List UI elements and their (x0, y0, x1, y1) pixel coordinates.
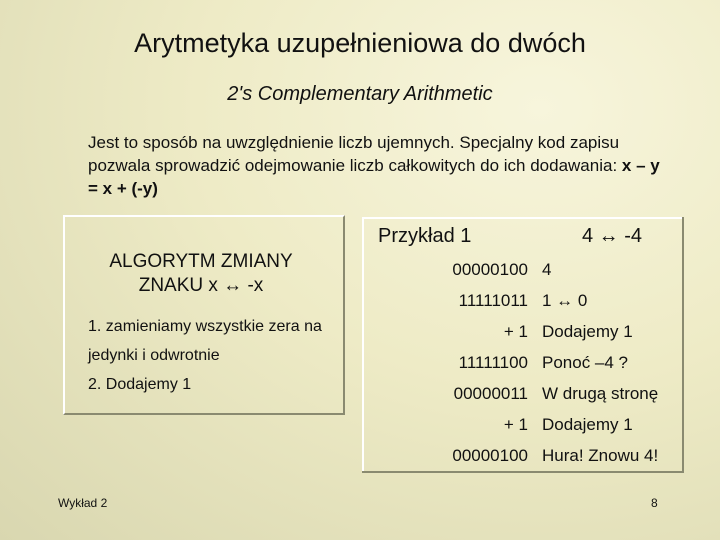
binary-value: 00000011 (453, 383, 528, 403)
step-note: W drugą stronę (542, 383, 659, 403)
table-row (363, 316, 683, 347)
example-header-left: Przykład 1 (378, 225, 472, 247)
slide-title: Arytmetyka uzupełnieniowa do dwóch (134, 28, 586, 58)
footer-lecture: Wykład 2 (58, 496, 108, 510)
algorithm-step-2: 2. Dodajemy 1 (88, 376, 192, 393)
page-number: 8 (651, 496, 658, 510)
table-row (363, 347, 683, 378)
step-note: Ponoć –4 ? (542, 352, 629, 372)
example-header-row (363, 218, 683, 254)
step-note: Dodajemy 1 (542, 321, 633, 341)
step-note: 1 ↔ 0 (542, 290, 588, 310)
table-row (363, 378, 683, 409)
intro-paragraph (88, 131, 668, 200)
table-row (363, 254, 683, 285)
step-note: 4 (542, 259, 552, 279)
step-note: Hura! Znowu 4! (542, 445, 659, 465)
table-row (363, 409, 683, 440)
algorithm-title (63, 250, 339, 298)
binary-value: 00000100 (452, 259, 528, 279)
table-row (363, 285, 683, 316)
example-table (362, 217, 684, 473)
intro-text: Jest to sposób na uwzględnienie liczb ujemnych. Specjalny kod zapisu pozwala sprowadzić odejmowanie liczb całkowitych do ich dodawania: (88, 133, 622, 175)
binary-value: 11111011 (458, 290, 528, 310)
binary-value: 00000100 (452, 445, 528, 465)
binary-value: 11111100 (458, 352, 528, 372)
step-note: Dodajemy 1 (542, 414, 633, 434)
table-row (363, 440, 683, 472)
algorithm-title-line2: ZNAKU x ↔ -x (138, 275, 264, 296)
algorithm-title-line1: ALGORYTM ZMIANY (109, 251, 293, 272)
slide-subtitle: 2's Complementary Arithmetic (227, 83, 493, 105)
algorithm-steps (88, 312, 338, 399)
binary-value: + 1 (503, 414, 528, 434)
algorithm-step-1: 1. zamieniamy wszystkie zera na jedynki i odwrotnie (88, 318, 322, 364)
binary-value: + 1 (503, 321, 528, 341)
example-header-right: 4 ↔ -4 (581, 225, 643, 247)
intro-formula: x – y = x + (-y) (88, 156, 660, 198)
